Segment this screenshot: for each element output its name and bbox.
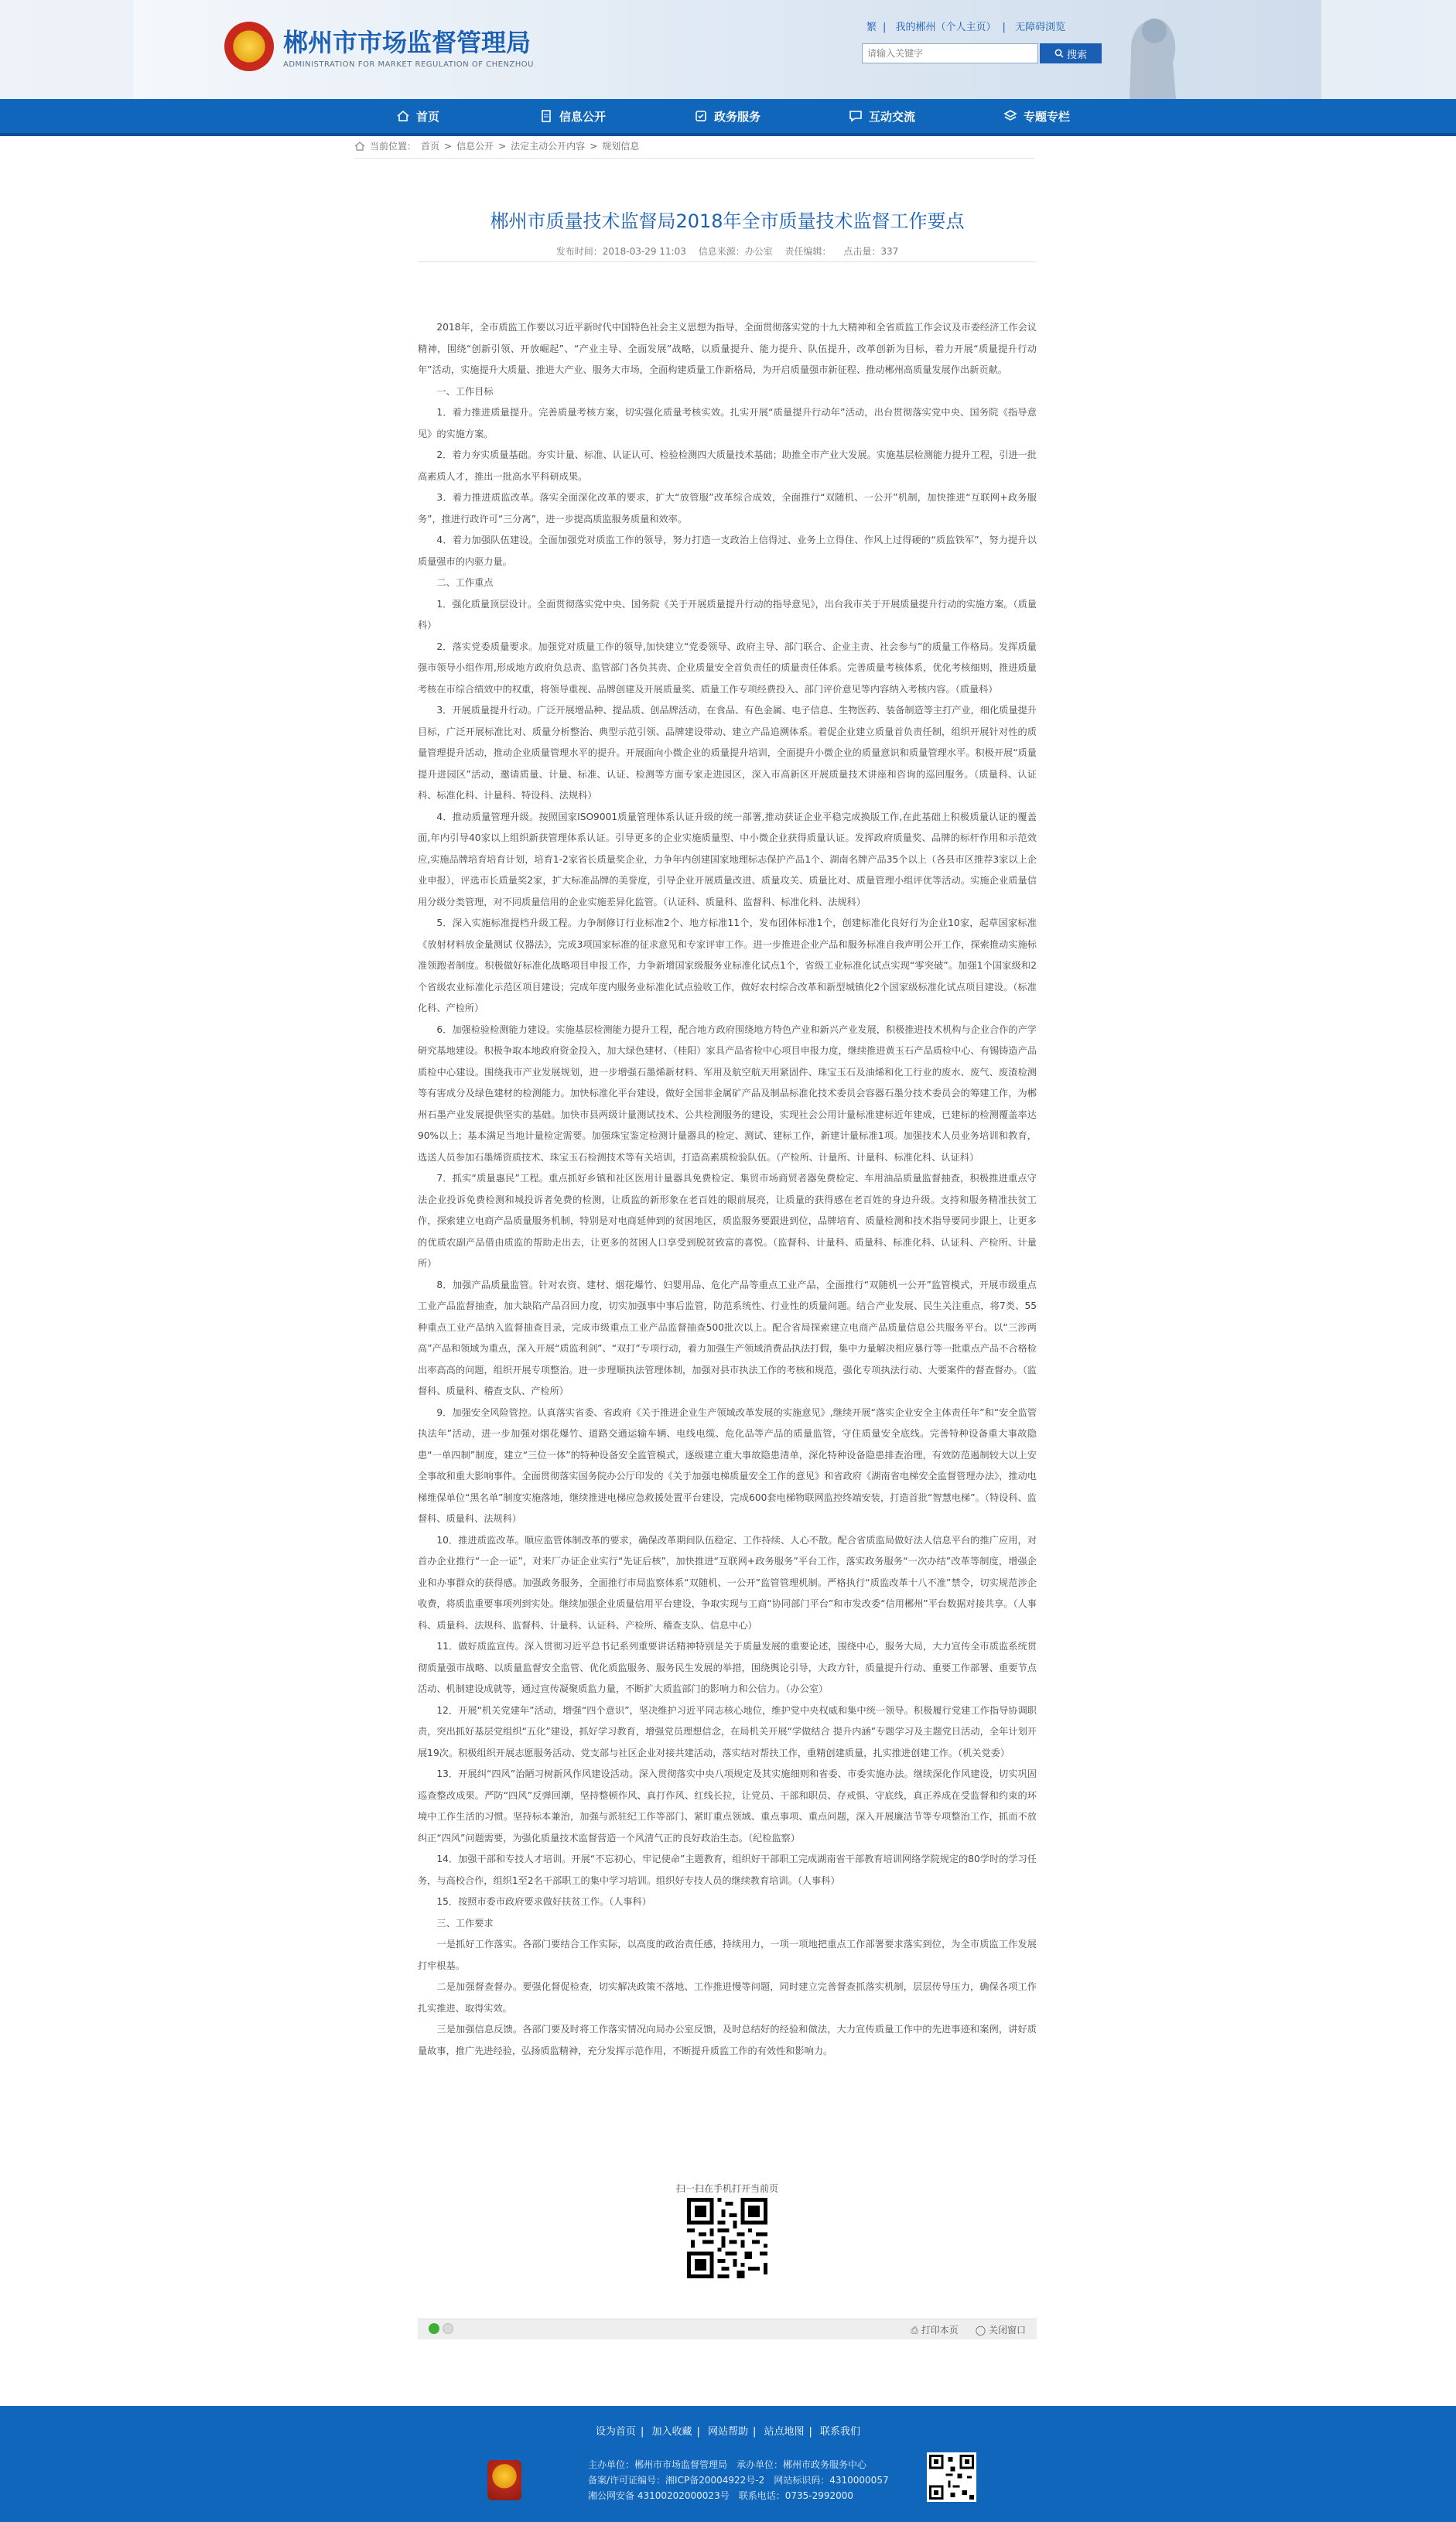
nav-services-label: 政务服务: [713, 109, 760, 124]
document-icon: [539, 109, 553, 123]
search-input[interactable]: [862, 43, 1038, 63]
footer-link-favorite[interactable]: 加入收藏: [651, 2426, 692, 2438]
share-buttons: [429, 2323, 453, 2334]
national-emblem-icon: [224, 22, 274, 71]
breadcrumb: [354, 139, 639, 152]
footer-link-contact[interactable]: 联系我们: [820, 2426, 861, 2438]
article-paragraph: 11．做好质监宣传。深入贯彻习近平总书记系列重要讲话精神特别是关于质量发展的重要论述，围绕中心，服务大局，大力宣传全市质监系统贯彻质量强市战略、以质量监督安全监管、优化质监服务、服务民生发展的举措，围绕舆论引导，大政方针，质量提升行动、重要工作部署、重要节点活动、机制建设成就等，通过宣传凝聚质监力量，不断扩大质监部门的影响力和公信力。（办公室）: [418, 1641, 1037, 1694]
footer-link-homepage[interactable]: 设为首页: [595, 2426, 636, 2438]
article-paragraph: 15．按照市委市政府要求做好扶贫工作。（人事科）: [436, 1896, 651, 1907]
top-links: 繁 | 我的郴州（个人主页） | 无障碍浏览: [866, 22, 1066, 33]
breadcrumb-info[interactable]: 信息公开: [456, 141, 494, 152]
home-icon: [396, 109, 410, 123]
article-paragraph: 9．加强安全风险管控。认真落实省委、省政府《关于推进企业生产领域改革发展的实施意见》,继续开展“落实企业安全主体责任年”和“安全监管执法年”活动，进一步加强对烟花爆竹、道路交通运输车辆、电线电缆、危化品等产品的质量监管，守住质量安全底线。完善特种设备重大事故隐患“一单四制”制度，建立“三位一体”的特种设备安全监管模式，逐级建立重大事故隐患清单，深化特种设备隐患排查治理，有效防范遏制较大以上安全事故和重大影响事件。全面贯彻落实国务院办公厅印发的《关于加强电梯质量安全工作的意见》和省政府《湖南省电梯安全监督管理办法》，推动电梯维保单位“黑名单”制度实施落地，继续推进电梯应急救援处置平台建设，完成600套电梯物联网监控终端安装，打造首批“智慧电梯”。（特设科、监督科、质量科、法规科）: [418, 1406, 1037, 1524]
article-paragraph: 12．开展“机关党建年”活动，增强“四个意识”，坚决维护习近平同志核心地位，维护党中央权威和集中统一领导。积极履行党建工作指导协调职责，突出抓好基层党组织“五化”建设，抓好学习教育，增强党员理想信念，在局机关开展“学做结合 提升内涵”专题学习及主题党日活动，全年计划开展19次。积极组织开展志愿服务活动、党支部与社区企业对接共建活动，落实结对帮扶工作，重精创建质量，扎实推进创建工作。（机关党委）: [418, 1704, 1037, 1758]
article-paragraph: 13．开展纠“四风”治陋习树新风作风建设活动。深入贯彻落实中央八项规定及其实施细则和省委、市委实施办法。继续深化作风建设，切实巩固巡查整改成果。严防“四风”反弹回潮，坚持整顿作风、真打作风、红线长拉，让党员、干部和职员、存戒惧、守底线，真正养成在受监督和约束的环境中工作生活的习惯。坚持标本兼治，加强与派驻纪工作等部门、紧盯重点领域、重点事项、重点问题，深入开展廉洁节等专项整治工作，抓而不放纠正“四风”问题需要，为强化质量技术监督营造一个风清气正的良好政治生态。（纪检监察）: [418, 1768, 1037, 1844]
nav-home-label: 首页: [415, 109, 439, 124]
site-subtitle: ADMINISTRATION FOR MARKET REGULATION OF CHENZHOU: [283, 60, 534, 69]
footer-link-sitemap[interactable]: 站点地图: [764, 2426, 805, 2438]
stone-lion-icon: [1114, 0, 1184, 99]
site-header: [0, 0, 1456, 99]
layers-icon: [1003, 109, 1017, 123]
weibo-share-icon[interactable]: [443, 2323, 453, 2334]
article-paragraph: 2018年，全市质监工作要以习近平新时代中国特色社会主义思想为指导，全面贯彻落实党的十九大精神和全省质监工作会议及市委经济工作会议精神，围绕“创新引领、开放崛起”、“产业主导、全面发展”战略，以质量提升、能力提升、队伍提升，改革创新为目标，着力开展“质量提升行动年”活动，实施提升大质量、推进大产业、服务大市场，全面构建质量工作新格局，为开启质量强市新征程、推动郴州高质量发展作出新贡献。: [418, 322, 1037, 375]
my-chenzhou-link[interactable]: 我的郴州（个人主页）: [895, 22, 996, 33]
main-nav: [0, 99, 1456, 136]
footer-links: 设为首页 | 加入收藏 | 网站帮助 | 站点地图 | 联系我们: [595, 2426, 861, 2438]
footer-info: [588, 2457, 889, 2503]
article-paragraph: 4．着力加强队伍建设。全面加强党对质监工作的领导，努力打造一支政治上信得过、业务上立得住、作风上过得硬的“质监铁军”，努力提升以质量强市的内驱力量。: [418, 535, 1037, 567]
nav-interaction[interactable]: [805, 99, 959, 133]
nav-government-services[interactable]: [650, 99, 805, 133]
article-toolbar: [418, 2319, 1037, 2339]
breadcrumb-divider: [354, 158, 1035, 159]
article-paragraph: 10．推进质监改革。顺应监管体制改革的要求，确保改革期间队伍稳定、工作持续、人心不散。配合省质监局做好法人信息平台的推广应用，对首办企业推行“一企一证”，对来厂办证企业实行“先证后核”，加快推进“互联网+政务服务”平台工作，落实政务服务“一次办结”改革等制度，增强企业和办事群众的获得感。加强政务服务，全面推行市局监察体系“双随机、一公开”监管管理机制。严格执行“质监改革十八不准”禁令，切实规范涉企收费，将质监重要事项列到实处。继续加强企业质量信用平台建设，争取实现与工商“协同部门平台”和市发改委“信用郴州”平台数据对接共享。（人事科、质量科、法规科、监督科、计量科、认证科、产检所、稽查支队、信息中心）: [418, 1534, 1037, 1631]
footer-link-help[interactable]: 网站帮助: [707, 2426, 748, 2438]
nav-info-disclosure[interactable]: [495, 99, 650, 133]
info-source: 信息来源：办公室: [698, 246, 773, 257]
breadcrumb-separator: >: [590, 140, 598, 152]
article-paragraph: 5．深入实施标准提档升级工程。力争制修订行业标准2个、地方标准11个，发布团体标准1个，创建标准化良好行为企业10家，起草国家标准《放射材料放金量测试 仪器法》，完成3项国家标准的征求意见和专家评审工作。进一步推进企业产品和服务标准自我声明公开工作，探索推动实施标准领跑者制度。积极做好标准化战略项目申报工作，力争新增国家级服务业标准化试点1个，省级工业标准化试点实现“零突破”。加强1个国家级和2个省级农业标准化示范区项目建设；完成年度内服务业标准化试点验收工作，做好农村综合改革和新型城镇化2个国家级标准化试点项目建设。（标准化科、产检所）: [418, 918, 1037, 1013]
chat-icon: [849, 109, 863, 123]
article-paragraph: 三、工作要求: [436, 1917, 494, 1929]
view-count: 点击量：337: [843, 246, 899, 257]
nav-topics-label: 专题专栏: [1023, 109, 1070, 124]
wechat-share-icon[interactable]: [429, 2323, 439, 2334]
article-paragraph: 二、工作重点: [436, 577, 494, 588]
article-paragraph: 一是抓好工作落实。各部门要结合工作实际，以高度的政治责任感，持续用力，一项一项地把重点工作部署要求落实到位，为全市质监工作发展打牢根基。: [418, 1939, 1037, 1971]
site-footer: [0, 2406, 1456, 2522]
breadcrumb-separator: >: [444, 140, 453, 152]
article-paragraph: 1．着力推进质量提升。完善质量考核方案，切实强化质量考核实效。扎实开展“质量提升行动年”活动，出台贯彻落实党中央、国务院《指导意见》的实施方案。: [418, 407, 1037, 439]
footer-sponsor: 主办单位：郴州市市场监督管理局 承办单位：郴州市政务服务中心: [588, 2459, 867, 2470]
article-paragraph: 二是加强督查督办。要强化督促检查，切实解决政策不落地、工作推进慢等问题，同时建立完善督查抓落实机制，层层传导压力，确保各项工作扎实推进、取得实效。: [418, 1981, 1037, 2014]
article-paragraph: 8．加强产品质量监管。针对农资、建材、烟花爆竹、妇婴用品、危化产品等重点工业产品，全面推行“双随机一公开”监管模式，开展市级重点工业产品监督抽查，加大缺陷产品召回力度，切实加强事中事后监管，防范系统性、行业性的质量问题。结合产业发展、民生关注重点，将7类、55种重点工业产品纳入监督抽查目录，完成市级重点工业产品监督抽查500批次以上。配合省局探索建立电商产品质量信息公共服务平台。以“三涉两高”产品和领域为重点，深入开展“质监利剑”、“双打”专项行动，着力加强生产领域消费品执法打假，集中力量解决相应暴行等一批重点产品不合格检出率高高的问题，组织开展专项整治。进一步理顺执法管理体制，加强对县市执法工作的考核和规范，强化专项执法行动、大要案件的督查督办。（监督科、质量科、稽查支队、产检所）: [418, 1279, 1037, 1396]
article-paragraph: 7．抓实“质量惠民”工程。重点抓好乡镇和社区医用计量器具免费检定、集贸市场商贸者器免费检定、车用油品质量监督抽查，积极推进重点守法企业投诉免费检测和城投诉者免费的检测，让质监的新形象在老百姓的眼前展亮，让质量的获得感在老百姓的身边升级。支持和服务精准扶贫工作，探索建立电商产品质量服务机制，特别是对电商延伸到的贫困地区，质监服务要跟进到位，品牌培育、质量检测和技术指导要同步跟上，让更多的优质农副产品借由质监的帮助走出去，让更多的贫困人口享受到脱贫致富的喜悦。（监督科、计量科、质量科、标准化科、认证科、产检所、计量所）: [418, 1173, 1037, 1269]
print-button[interactable]: ⎙ 打印本页: [911, 2325, 959, 2336]
article-paragraph: 6．加强检验检测能力建设。实施基层检测能力提升工程，配合地方政府围绕地方特色产业和新兴产业发展，积极推进技术机构与企业合作的产学研究基地建设。积极争取本地政府资金投入，加大绿色建材、（桂阳）家具产品省检中心项目申报力度，继续推进黄玉石产品质检中心、有锡铸造产品质检中心建设。围绕我市产业发展规划，进一步增强石墨烯新材料、军用及航空航天用紧固件、珠宝玉石及油烯和化工行业的废水、废气、废渣检测等有害成分及绿色建材的检测能力。加快标准化平台建设，做好全国非金属矿产品及制品标准化技术委员会容器石墨分技术委员会的筹建工作，为郴州石墨产业发展提供坚实的基础。加快市县两级计量测试技术、公共检测服务的建设，实现社会公用计量标准建标近年建成，已建标的检测覆盖率达90%以上；基本满足当地计量检定需要。加强珠宝鉴定检测计量器具的检定、测试、建标工作，新建计量标准1项。加强技术人员业务培训和教育，选送人员参加石墨烯资质技术、珠宝玉石检测技术等有关培训，打造高素质检验队伍。（产检所、计量所、计量科、标准化科、认证科）: [418, 1023, 1037, 1163]
article-paragraph: 4．推动质量管理升级。按照国家ISO9001质量管理体系认证升级的统一部署,推动获证企业平稳完成换版工作,在此基础上积极质量认证的覆盖面,年内引导40家以上组织新获管理体系认证。引导更多的企业实施质量型、中小微企业获得质量认证。发挥政府质量奖、品牌的标杆作用和示范效应,实施品牌培育培育计划，培育1-2家省长质量奖企业，力争年内创建国家地理标志保护产品1个、湖南名牌产品35个以上（各县市区推荐3家以上企业申报），评选市长质量奖2家，扩大标准品牌的美誉度，引导企业开展质量改进、质量攻关、质量比对、质量管理小组评优等活动。实施企业质量信用分级分类管理，对不同质量信用的企业实施差异化监管。（认证科、质量科、监督科、标准化科、法规科）: [418, 811, 1037, 907]
party-government-logo[interactable]: [487, 2460, 521, 2500]
home-small-icon: [354, 142, 365, 151]
article-paragraph: 14．加强干部和专技人才培训。开展“不忘初心，牢记使命”主题教育，组织好干部职工完成湖南省干部教育培训网络学院规定的80学时的学习任务，与高校合作，组织1至2名干部职工的集中学习培训。组织好专技人员的继续教育培训。（人事科）: [418, 1854, 1037, 1886]
close-label: 关闭窗口: [988, 2325, 1026, 2336]
breadcrumb-legal[interactable]: 法定主动公开内容: [511, 141, 586, 152]
article-paragraph: 2．着力夯实质量基础。夯实计量、标准、认证认可、检验检测四大质量技术基础；助推全市产业大发展。实施基层检测能力提升工程，引进一批高素质人才，推出一批高水平科研成果。: [418, 449, 1037, 482]
close-window-button[interactable]: ◯ 关闭窗口: [975, 2325, 1026, 2336]
meta-divider: [418, 261, 1037, 262]
traditional-chinese-link[interactable]: 繁: [866, 22, 877, 33]
nav-info-label: 信息公开: [559, 109, 606, 124]
qr-label: 扫一扫在手机打开当前页: [675, 2183, 778, 2194]
print-label: 打印本页: [921, 2325, 959, 2336]
article-paragraph: 2．落实党委质量要求。加强党对质量工作的领导,加快建立“党委领导、政府主导、部门联合、企业主责、社会参与”的质量工作格局。发挥质量强市领导小组作用,形成地方政府负总责、监管部门各负其责、企业质量安全首负责任的质量责任体系。完善质量考核体系，优化考核细则，推进质量考核在市综合绩效中的权重，将领导重视、品牌创建及开展质量奖、质量工作专项经费投入、部门评价意见等内容纳入考核内容。（质量科）: [418, 641, 1037, 695]
breadcrumb-planning[interactable]: 规划信息: [602, 141, 640, 152]
publish-time: 发布时间：2018-03-29 11:03: [555, 246, 686, 257]
footer-qr-code: [927, 2452, 976, 2502]
article-paragraph: 一、工作目标: [436, 385, 494, 397]
article-body: [418, 317, 1037, 2062]
article-title: 郴州市质量技术监督局2018年全市质量技术监督工作要点: [490, 210, 965, 232]
accessibility-link[interactable]: 无障碍浏览: [1015, 22, 1066, 33]
editor: 责任编辑：: [784, 246, 832, 257]
footer-police: 湘公网安备 43100202000023号 联系电话：0735-2992000: [588, 2490, 854, 2501]
article-meta: [418, 244, 1037, 258]
article-paragraph: 1．强化质量顶层设计。全面贯彻落实党中央、国务院《关于开展质量提升行动的指导意见》，出台我市关于开展质量提升行动的实施方案。（质量科）: [418, 598, 1037, 630]
services-icon: [694, 109, 708, 123]
search-icon: [1054, 49, 1064, 58]
breadcrumb-separator: >: [498, 140, 507, 152]
breadcrumb-prefix: 当前位置：: [370, 141, 417, 152]
article-paragraph: 三是加强信息反馈。各部门要及时将工作落实情况向局办公室反馈，及时总结好的经验和做法，大力宣传质量工作中的先进事迹和案例，讲好质量故事，推广先进经验，弘扬质监精神，充分发挥示范作用，不断提升质监工作的有效性和影响力。: [418, 2024, 1037, 2056]
breadcrumb-home[interactable]: 首页: [421, 141, 440, 152]
nav-interaction-label: 互动交流: [868, 109, 915, 124]
page-qr-code: [687, 2198, 767, 2278]
footer-icp: 备案/许可证编号：湘ICP备20004922号-2 网站标识码：4310000057: [588, 2475, 889, 2486]
search-button-label: 搜索: [1066, 48, 1087, 60]
article-paragraph: 3．开展质量提升行动。广泛开展增品种、提品质、创品牌活动，在食品、有色金属、电子信息、生物医药、装备制造等主打产业，细化质量提升目标，广泛开展标准比对、质量分析整治、典型示范引领、品牌建设带动、建立产品追溯体系。着促企业建立质量首负责任制，组织开展针对性的质量管理提升活动，推动企业质量管理水平的提升。开展面向小微企业的质量提升培训，全面提升小微企业的质量意识和质量管理水平。积极开展“质量提升进园区”活动，邀请质量、计量、标准、认证、检测等方面专家走进园区，深入市高新区开展质量技术讲座和咨询的巡回服务。（质量科、认证科、标准化科、计量科、特设科、法规科）: [418, 705, 1037, 801]
nav-special-topics[interactable]: [959, 99, 1114, 133]
nav-home[interactable]: [340, 99, 495, 133]
site-title[interactable]: 郴州市市场监督管理局: [283, 28, 531, 57]
article-paragraph: 3．着力推进质监改革。落实全面深化改革的要求，扩大“放管服”改革综合成效，全面推行“双随机、一公开”机制，加快推进“互联网+政务服务”，推进行政许可“三分离”，进一步提高质监服务质量和效率。: [418, 492, 1037, 525]
search-button[interactable]: [1040, 43, 1102, 63]
